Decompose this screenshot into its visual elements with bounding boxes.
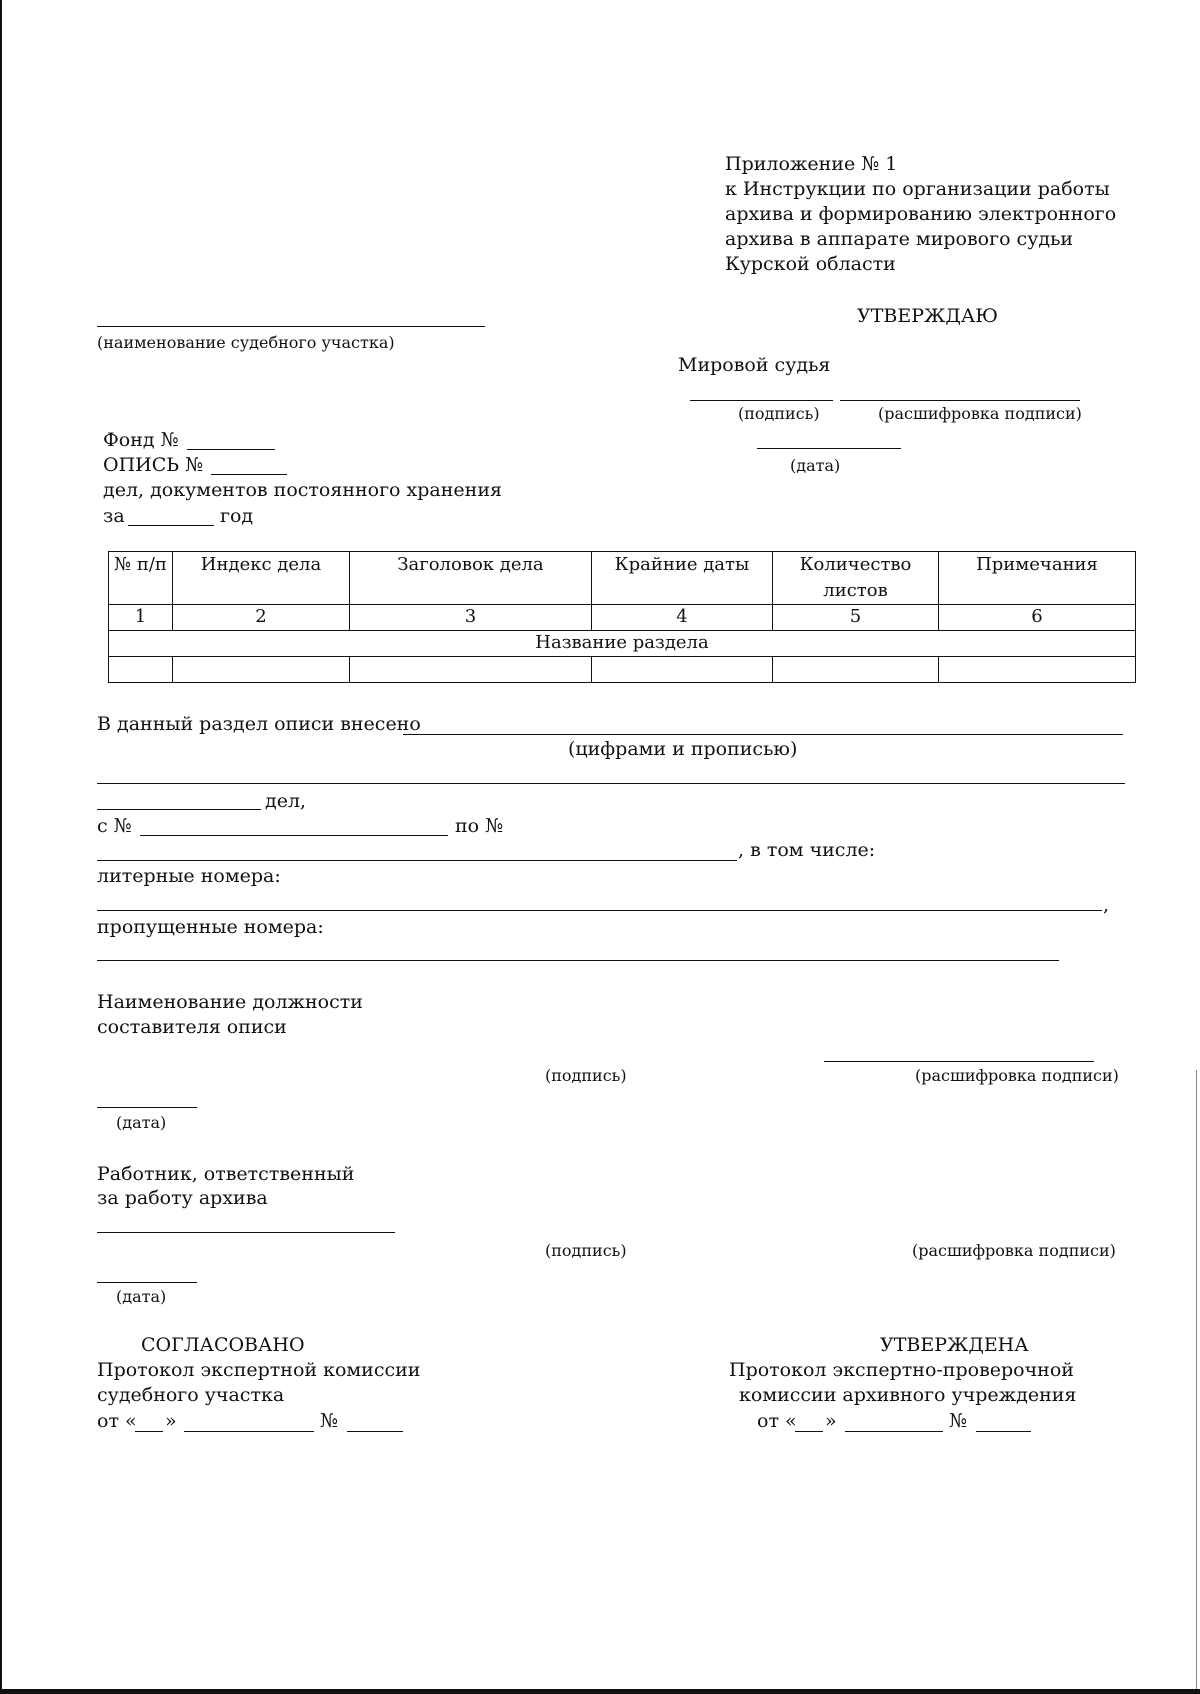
approve-decode-caption: (расшифровка подписи) — [878, 404, 1082, 423]
fund-number-line[interactable] — [187, 449, 275, 450]
missing-numbers-label: пропущенные номера: — [97, 916, 324, 938]
archivist-name-line[interactable] — [97, 1232, 395, 1233]
from-label: с № — [97, 815, 132, 837]
compiler-title-line-1: Наименование должности — [97, 991, 363, 1013]
summary-words-line[interactable] — [97, 783, 1125, 784]
agreed-number-label: № — [320, 1410, 338, 1432]
column-number: 4 — [592, 605, 773, 631]
table-number-row — [109, 605, 1136, 631]
archivist-date-line[interactable] — [97, 1282, 197, 1283]
approved-number-label: № — [949, 1410, 967, 1432]
column-header: Крайние даты — [592, 552, 773, 605]
approved-line-2: комиссии архивного учреждения — [739, 1384, 1077, 1406]
table-cell[interactable] — [773, 657, 939, 683]
summary-entered-line[interactable] — [403, 734, 1123, 735]
column-number: 3 — [350, 605, 592, 631]
to-number-line[interactable] — [97, 860, 737, 861]
table-row — [109, 657, 1136, 683]
column-header: Примечания — [939, 552, 1136, 605]
approved-title: УТВЕРЖДЕНА — [880, 1334, 1029, 1356]
column-header: Индекс дела — [173, 552, 350, 605]
agreed-date-mid: » — [165, 1410, 177, 1432]
approved-line-1: Протокол экспертно-проверочной — [729, 1359, 1074, 1381]
agreed-month-line[interactable] — [184, 1431, 314, 1432]
archivist-title-line-1: Работник, ответственный — [97, 1163, 355, 1185]
missing-numbers-line[interactable] — [97, 960, 1059, 961]
cases-label: дел, — [265, 790, 307, 812]
agreed-line-2: судебного участка — [97, 1384, 285, 1406]
agreed-number-line[interactable] — [347, 1431, 403, 1432]
table-header-row — [109, 552, 1136, 605]
table-cell[interactable] — [939, 657, 1136, 683]
table-cell[interactable] — [173, 657, 350, 683]
from-number-line[interactable] — [140, 835, 448, 836]
court-name-caption: (наименование судебного участка) — [97, 333, 395, 352]
table-cell[interactable] — [592, 657, 773, 683]
compiler-date-line[interactable] — [97, 1107, 197, 1108]
approved-date-prefix: от « — [757, 1410, 797, 1432]
archivist-title-line-2: за работу архива — [97, 1187, 268, 1209]
archivist-date-caption: (дата) — [116, 1287, 167, 1306]
inventory-table — [108, 551, 1136, 683]
appendix-line-2: к Инструкции по организации работы — [725, 178, 1110, 200]
column-number: 6 — [939, 605, 1136, 631]
approved-number-line[interactable] — [976, 1431, 1031, 1432]
approve-role: Мировой судья — [678, 354, 831, 376]
approve-date-caption: (дата) — [790, 456, 841, 475]
including-label: , в том числе: — [738, 839, 876, 861]
column-number: 5 — [773, 605, 939, 631]
page-edge-right — [1196, 1070, 1197, 1689]
compiler-title-line-2: составителя описи — [97, 1016, 287, 1038]
column-number: 2 — [173, 605, 350, 631]
section-title: Название раздела — [109, 631, 1136, 657]
compiler-date-caption: (дата) — [116, 1113, 167, 1132]
year-suffix: год — [220, 505, 254, 527]
court-name-line[interactable] — [97, 326, 485, 327]
appendix-line-4: архива в аппарате мирового судьи — [725, 228, 1074, 250]
column-number: 1 — [109, 605, 173, 631]
approve-title: УТВЕРЖДАЮ — [857, 305, 998, 327]
column-header: Заголовок дела — [350, 552, 592, 605]
approved-day-line[interactable] — [795, 1431, 823, 1432]
inventory-number-line[interactable] — [211, 474, 287, 475]
summary-entered: В данный раздел описи внесено — [97, 713, 421, 735]
approved-month-line[interactable] — [845, 1431, 943, 1432]
archivist-signature-caption: (подпись) — [545, 1241, 627, 1260]
table-section-row — [109, 631, 1136, 657]
compiler-signature-caption: (подпись) — [545, 1066, 627, 1085]
compiler-decode-line[interactable] — [824, 1061, 1094, 1062]
approve-date-line[interactable] — [757, 448, 901, 449]
archivist-decode-caption: (расшифровка подписи) — [912, 1241, 1116, 1260]
approved-date-mid: » — [825, 1410, 837, 1432]
page-edge-left — [0, 0, 2, 1694]
fund-label: Фонд № — [103, 429, 179, 451]
approve-decode-line[interactable] — [840, 400, 1080, 401]
agreed-date-prefix: от « — [97, 1410, 137, 1432]
appendix-line-3: архива и формированию электронного — [725, 203, 1117, 225]
agreed-day-line[interactable] — [135, 1431, 163, 1432]
inventory-label: ОПИСЬ № — [103, 454, 204, 476]
agreed-line-1: Протокол экспертной комиссии — [97, 1359, 421, 1381]
compiler-decode-caption: (расшифровка подписи) — [915, 1066, 1119, 1085]
page-edge-bottom — [0, 1689, 1200, 1694]
agreed-title: СОГЛАСОВАНО — [141, 1334, 305, 1356]
letter-numbers-comma: , — [1103, 894, 1110, 916]
appendix-line-5: Курской области — [725, 253, 896, 275]
to-label: по № — [455, 815, 504, 837]
column-header: Количество листов — [773, 552, 939, 605]
column-header: № п/п — [109, 552, 173, 605]
letter-numbers-line[interactable] — [97, 910, 1102, 911]
summary-in-words: (цифрами и прописью) — [568, 738, 798, 760]
appendix-line-1: Приложение № 1 — [725, 153, 898, 175]
inventory-description: дел, документов постоянного хранения — [103, 479, 502, 501]
approve-signature-line[interactable] — [690, 400, 833, 401]
letter-numbers-label: литерные номера: — [97, 865, 281, 887]
table-cell[interactable] — [350, 657, 592, 683]
table-cell[interactable] — [109, 657, 173, 683]
cases-count-line[interactable] — [97, 809, 261, 810]
approve-signature-caption: (подпись) — [738, 404, 820, 423]
year-line[interactable] — [128, 525, 214, 526]
year-prefix: за — [103, 505, 125, 527]
